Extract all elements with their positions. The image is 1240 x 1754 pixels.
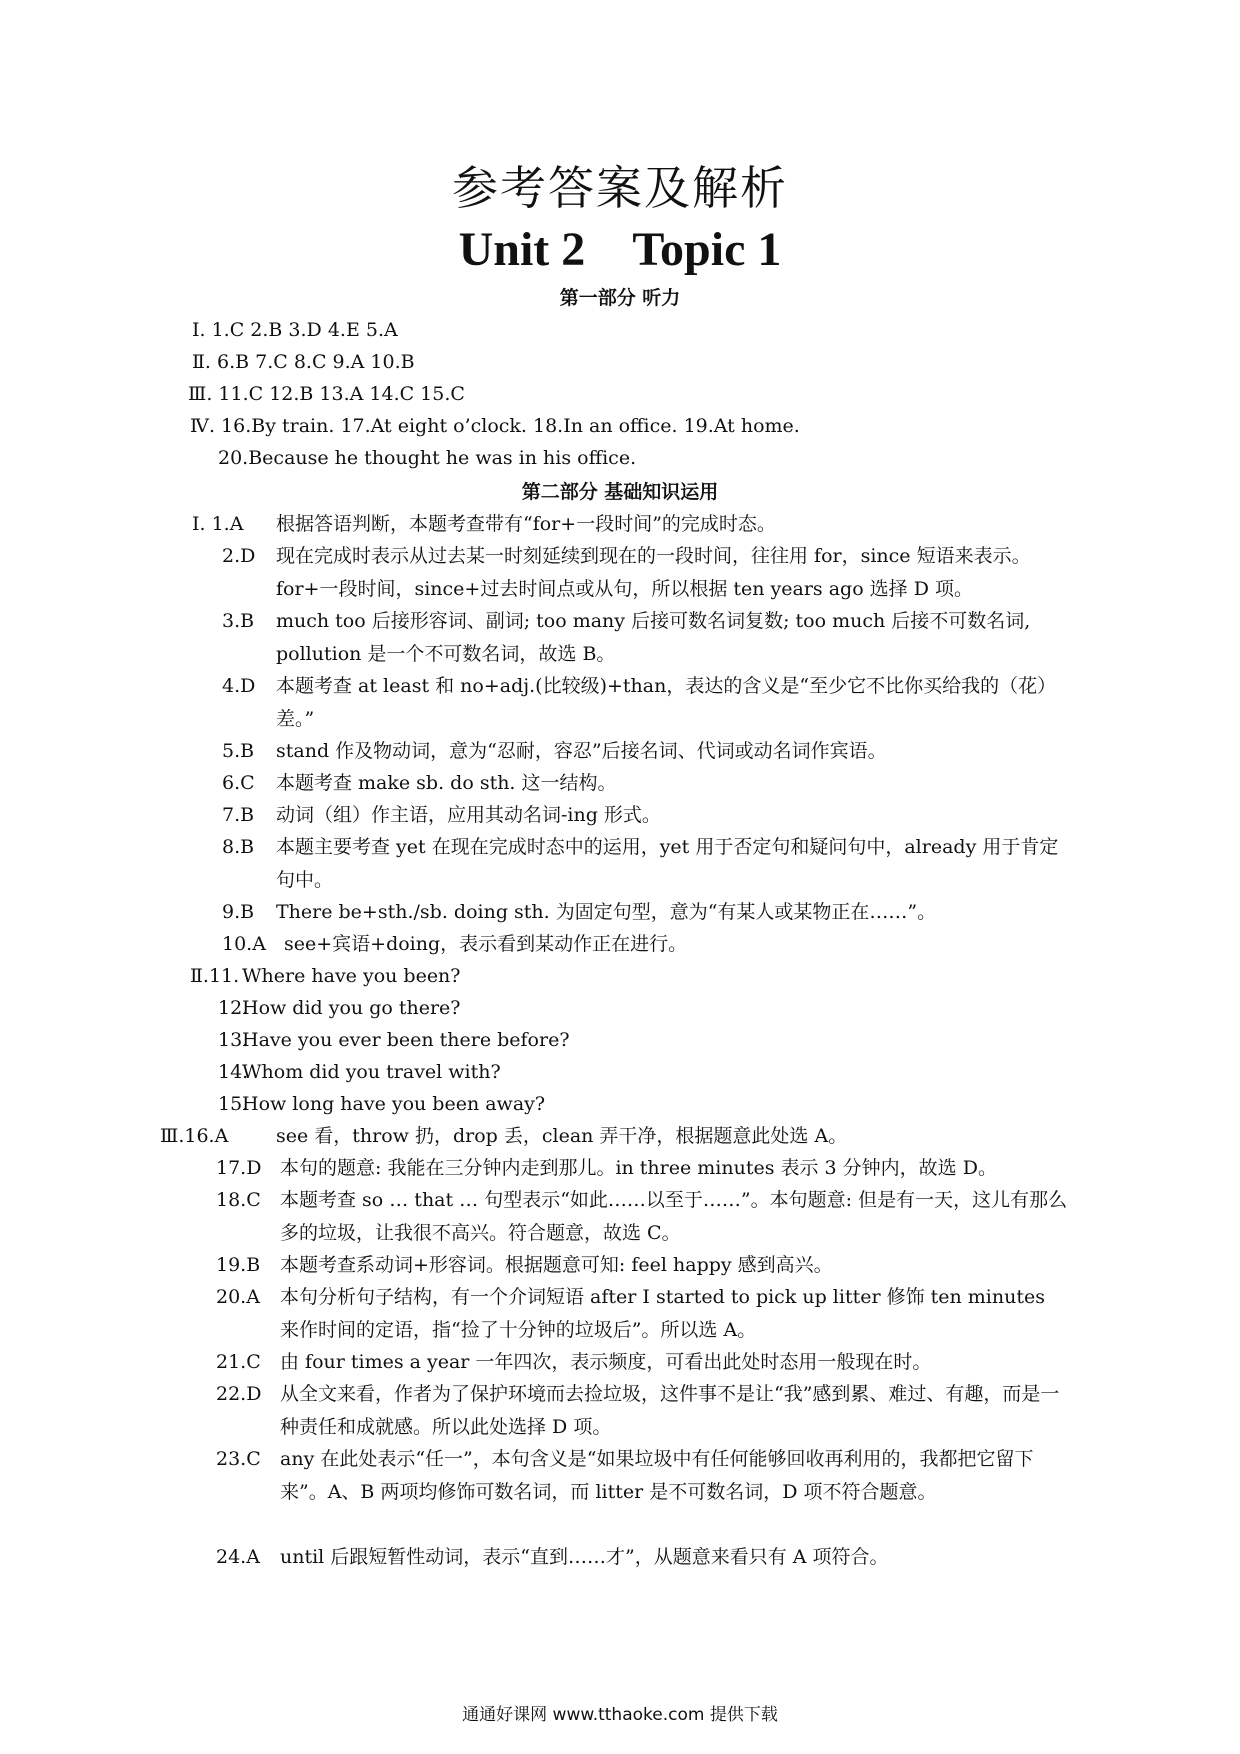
item-number: 13. (218, 1029, 249, 1051)
section-heading-knowledge: 第二部分 基础知识运用 (521, 481, 719, 503)
listening-answers-4: Ⅳ. 16.By train. 17.At eight o’clock. 18.In an office. 19.At home. (190, 415, 800, 437)
item-explanation: 本题考查 make sb. do sth. 这一结构。 (276, 772, 617, 794)
item-number: 20.A (216, 1286, 260, 1308)
item-answer: Whom did you travel with? (242, 1061, 501, 1083)
page-title-unit: Unit 2 Topic 1 (458, 223, 782, 276)
item-number: 23.C (216, 1448, 261, 1470)
item-explanation: 本题考查系动词+形容词。根据题意可知: feel happy 感到高兴。 (280, 1254, 833, 1276)
listening-answers-2: Ⅱ. 6.B 7.C 8.C 9.A 10.B (192, 351, 415, 373)
item-number: Ⅱ.11. (190, 965, 240, 987)
item-number: 8.B (222, 836, 255, 858)
item-explanation: see+宾语+doing，表示看到某动作正在进行。 (284, 933, 688, 955)
item-answer: How did you go there? (242, 997, 461, 1019)
item-number: 14. (218, 1061, 249, 1083)
item-explanation: much too 后接形容词、副词; too many 后接可数名词复数; too much 后接不可数名词, pollution 是一个不可数名词，故选 B。 (276, 610, 1031, 665)
item-answer: How long have you been away? (242, 1093, 546, 1115)
item-explanation: until 后跟短暂性动词，表示“直到……才”，从题意来看只有 A 项符合。 (280, 1546, 889, 1568)
item-number: 3.B (222, 610, 255, 632)
item-number: 19.B (216, 1254, 261, 1276)
item-number: 18.C (216, 1189, 261, 1211)
item-number: 5.B (222, 740, 255, 762)
item-number: 17.D (216, 1157, 262, 1179)
page-title-chinese: 参考答案及解析 (452, 161, 788, 215)
item-explanation: There be+sth./sb. doing sth. 为固定句型，意为“有某人或某物正在……”。 (276, 901, 937, 923)
item-explanation: 本题考查 at least 和 no+adj.(比较级)+than，表达的含义是“至少它不比你买给我的（花）差。” (276, 675, 1057, 730)
item-number: 10.A (222, 933, 266, 955)
item-answer: Where have you been? (242, 965, 461, 987)
page-footer: 通通好课网 www.tthaoke.com 提供下载 (462, 1705, 778, 1725)
item-explanation: 本题考查 so … that … 句型表示“如此……以至于……”。本句题意: 但是有一天，这儿有那么多的垃圾，让我很不高兴。符合题意，故选 C。 (280, 1189, 1068, 1244)
item-number: 6.C (222, 772, 255, 794)
item-explanation: stand 作及物动词，意为“忍耐，容忍”后接名词、代词或动名词作宾语。 (276, 740, 887, 762)
item-number: 7.B (222, 804, 255, 826)
item-number: Ⅲ.16.A (160, 1125, 229, 1147)
item-explanation: 动词（组）作主语，应用其动名词-ing 形式。 (276, 804, 661, 826)
item-explanation: 本句分析句子结构，有一个介词短语 after I started to pick up litter 修饰 ten minutes 来作时间的定语，指“捡了十分钟的垃圾后”。所以选 A。 (280, 1286, 1045, 1341)
item-explanation: 现在完成时表示从过去某一时刻延续到现在的一段时间，往往用 for，since 短语来表示。for+一段时间，since+过去时间点或从句，所以根据 ten years ago 选择 D 项。 (276, 545, 1031, 600)
section-heading-listening: 第一部分 听力 (559, 287, 681, 309)
item-number: 24.A (216, 1546, 260, 1568)
item-explanation: 本题主要考查 yet 在现在完成时态中的运用，yet 用于否定句和疑问句中，already 用于肯定句中。 (276, 836, 1059, 891)
item-number: Ⅰ. 1.A (192, 513, 244, 535)
item-number: 15. (218, 1093, 249, 1115)
item-number: 12. (218, 997, 249, 1019)
item-explanation: 本句的题意: 我能在三分钟内走到那儿。in three minutes 表示 3 分钟内，故选 D。 (280, 1157, 997, 1179)
item-number: 4.D (222, 675, 256, 697)
item-number: 9.B (222, 901, 255, 923)
item-number: 22.D (216, 1383, 262, 1405)
item-explanation: 根据答语判断，本题考查带有“for+一段时间”的完成时态。 (276, 513, 776, 535)
item-number: 21.C (216, 1351, 261, 1373)
item-number: 2.D (222, 545, 256, 567)
listening-answers-5: 20.Because he thought he was in his office. (218, 447, 637, 469)
listening-answers-1: Ⅰ. 1.C 2.B 3.D 4.E 5.A (192, 319, 398, 341)
item-answer: Have you ever been there before? (242, 1029, 570, 1051)
item-explanation: 从全文来看，作者为了保护环境而去捡垃圾，这件事不是让“我”感到累、难过、有趣，而是一种责任和成就感。所以此处选择 D 项。 (280, 1383, 1060, 1438)
listening-answers-3: Ⅲ. 11.C 12.B 13.A 14.C 15.C (188, 383, 465, 405)
item-explanation: 由 four times a year 一年四次，表示频度，可看出此处时态用一般现在时。 (280, 1351, 932, 1373)
item-explanation: see 看，throw 扔，drop 丢，clean 弄干净，根据题意此处选 A。 (276, 1125, 848, 1147)
item-explanation: any 在此处表示“任一”，本句含义是“如果垃圾中有任何能够回收再利用的，我都把它留下来”。A、B 两项均修饰可数名词，而 litter 是不可数名词，D 项不符合题意。 (280, 1448, 1034, 1503)
